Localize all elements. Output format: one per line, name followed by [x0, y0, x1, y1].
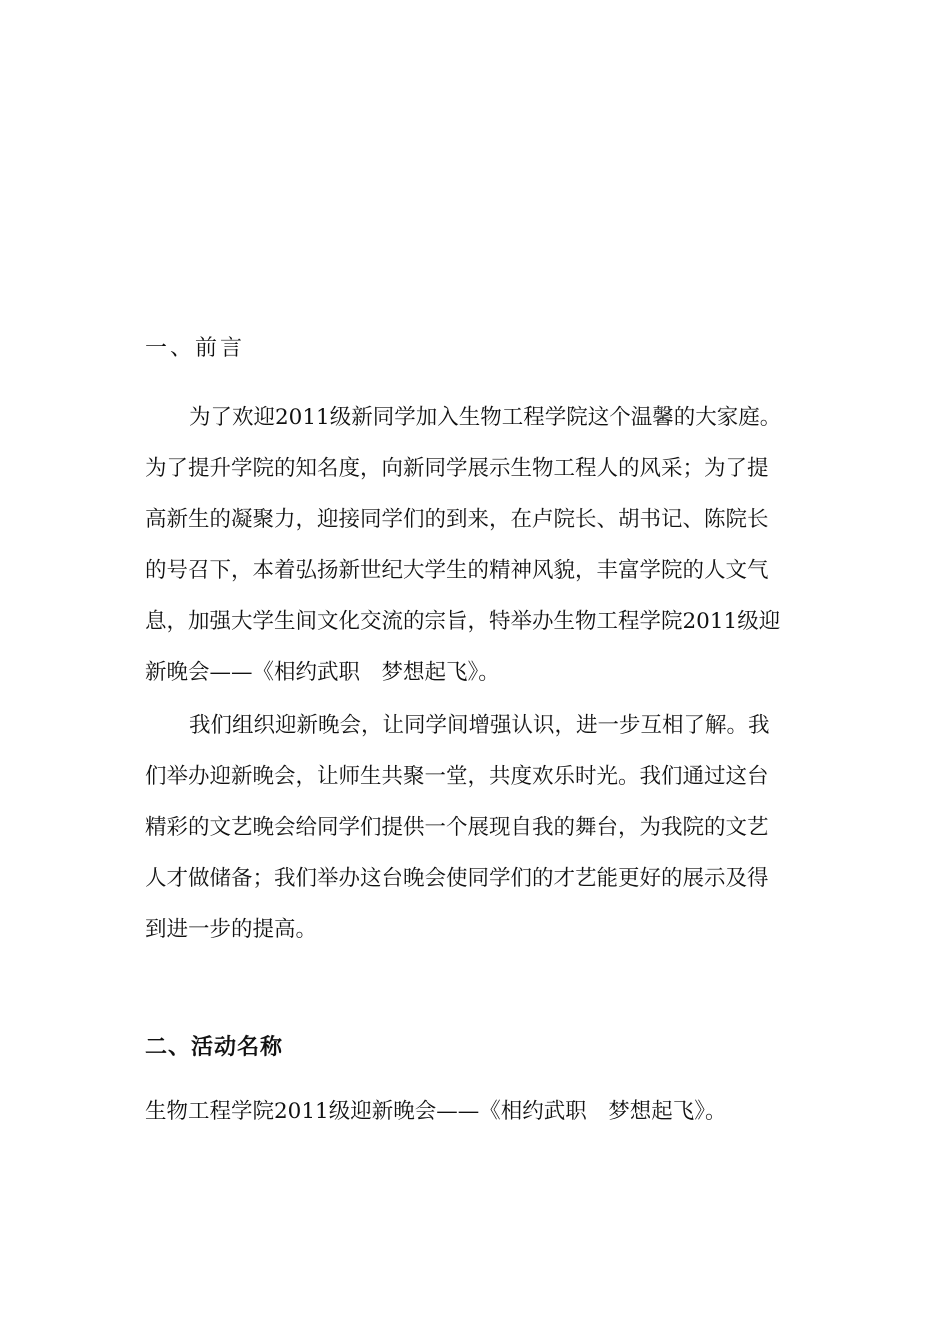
- paragraph-line: 的号召下，本着弘扬新世纪大学生的精神风貌，丰富学院的人文气: [145, 558, 769, 583]
- paragraph-line: 人才做储备；我们举办这台晚会使同学们的才艺能更好的展示及得: [145, 866, 769, 891]
- paragraph-line: 们举办迎新晚会，让师生共聚一堂，共度欢乐时光。我们通过这台: [145, 764, 769, 789]
- activity-name-paragraph: [145, 1086, 726, 1137]
- paragraph-line: 新晚会——《相约武职 梦想起飞》。: [145, 660, 500, 685]
- paragraph-line: 我们组织迎新晚会，让同学间增强认识，进一步互相了解。我: [189, 713, 770, 738]
- paragraph-line: 到进一步的提高。: [145, 917, 318, 942]
- paragraph-line: 高新生的凝聚力，迎接同学们的到来，在卢院长、胡书记、陈院长: [145, 507, 769, 532]
- preface-paragraph-1: [145, 392, 781, 698]
- paragraph-line: 生物工程学院2011级迎新晚会——《相约武职 梦想起飞》。: [145, 1099, 727, 1124]
- paragraph-line: 为了提升学院的知名度，向新同学展示生物工程人的风采；为了提: [145, 456, 769, 481]
- paragraph-line: 精彩的文艺晚会给同学们提供一个展现自我的舞台，为我院的文艺: [145, 815, 769, 840]
- section-heading-preface: 一、前言: [145, 336, 246, 361]
- paragraph-line: 息，加强大学生间文化交流的宗旨，特举办生物工程学院2011级迎: [145, 609, 781, 634]
- section-heading-activity-name: 二、活动名称: [145, 1034, 284, 1060]
- preface-paragraph-2: [145, 700, 770, 955]
- paragraph-line: 为了欢迎2011级新同学加入生物工程学院这个温馨的大家庭。: [189, 405, 782, 430]
